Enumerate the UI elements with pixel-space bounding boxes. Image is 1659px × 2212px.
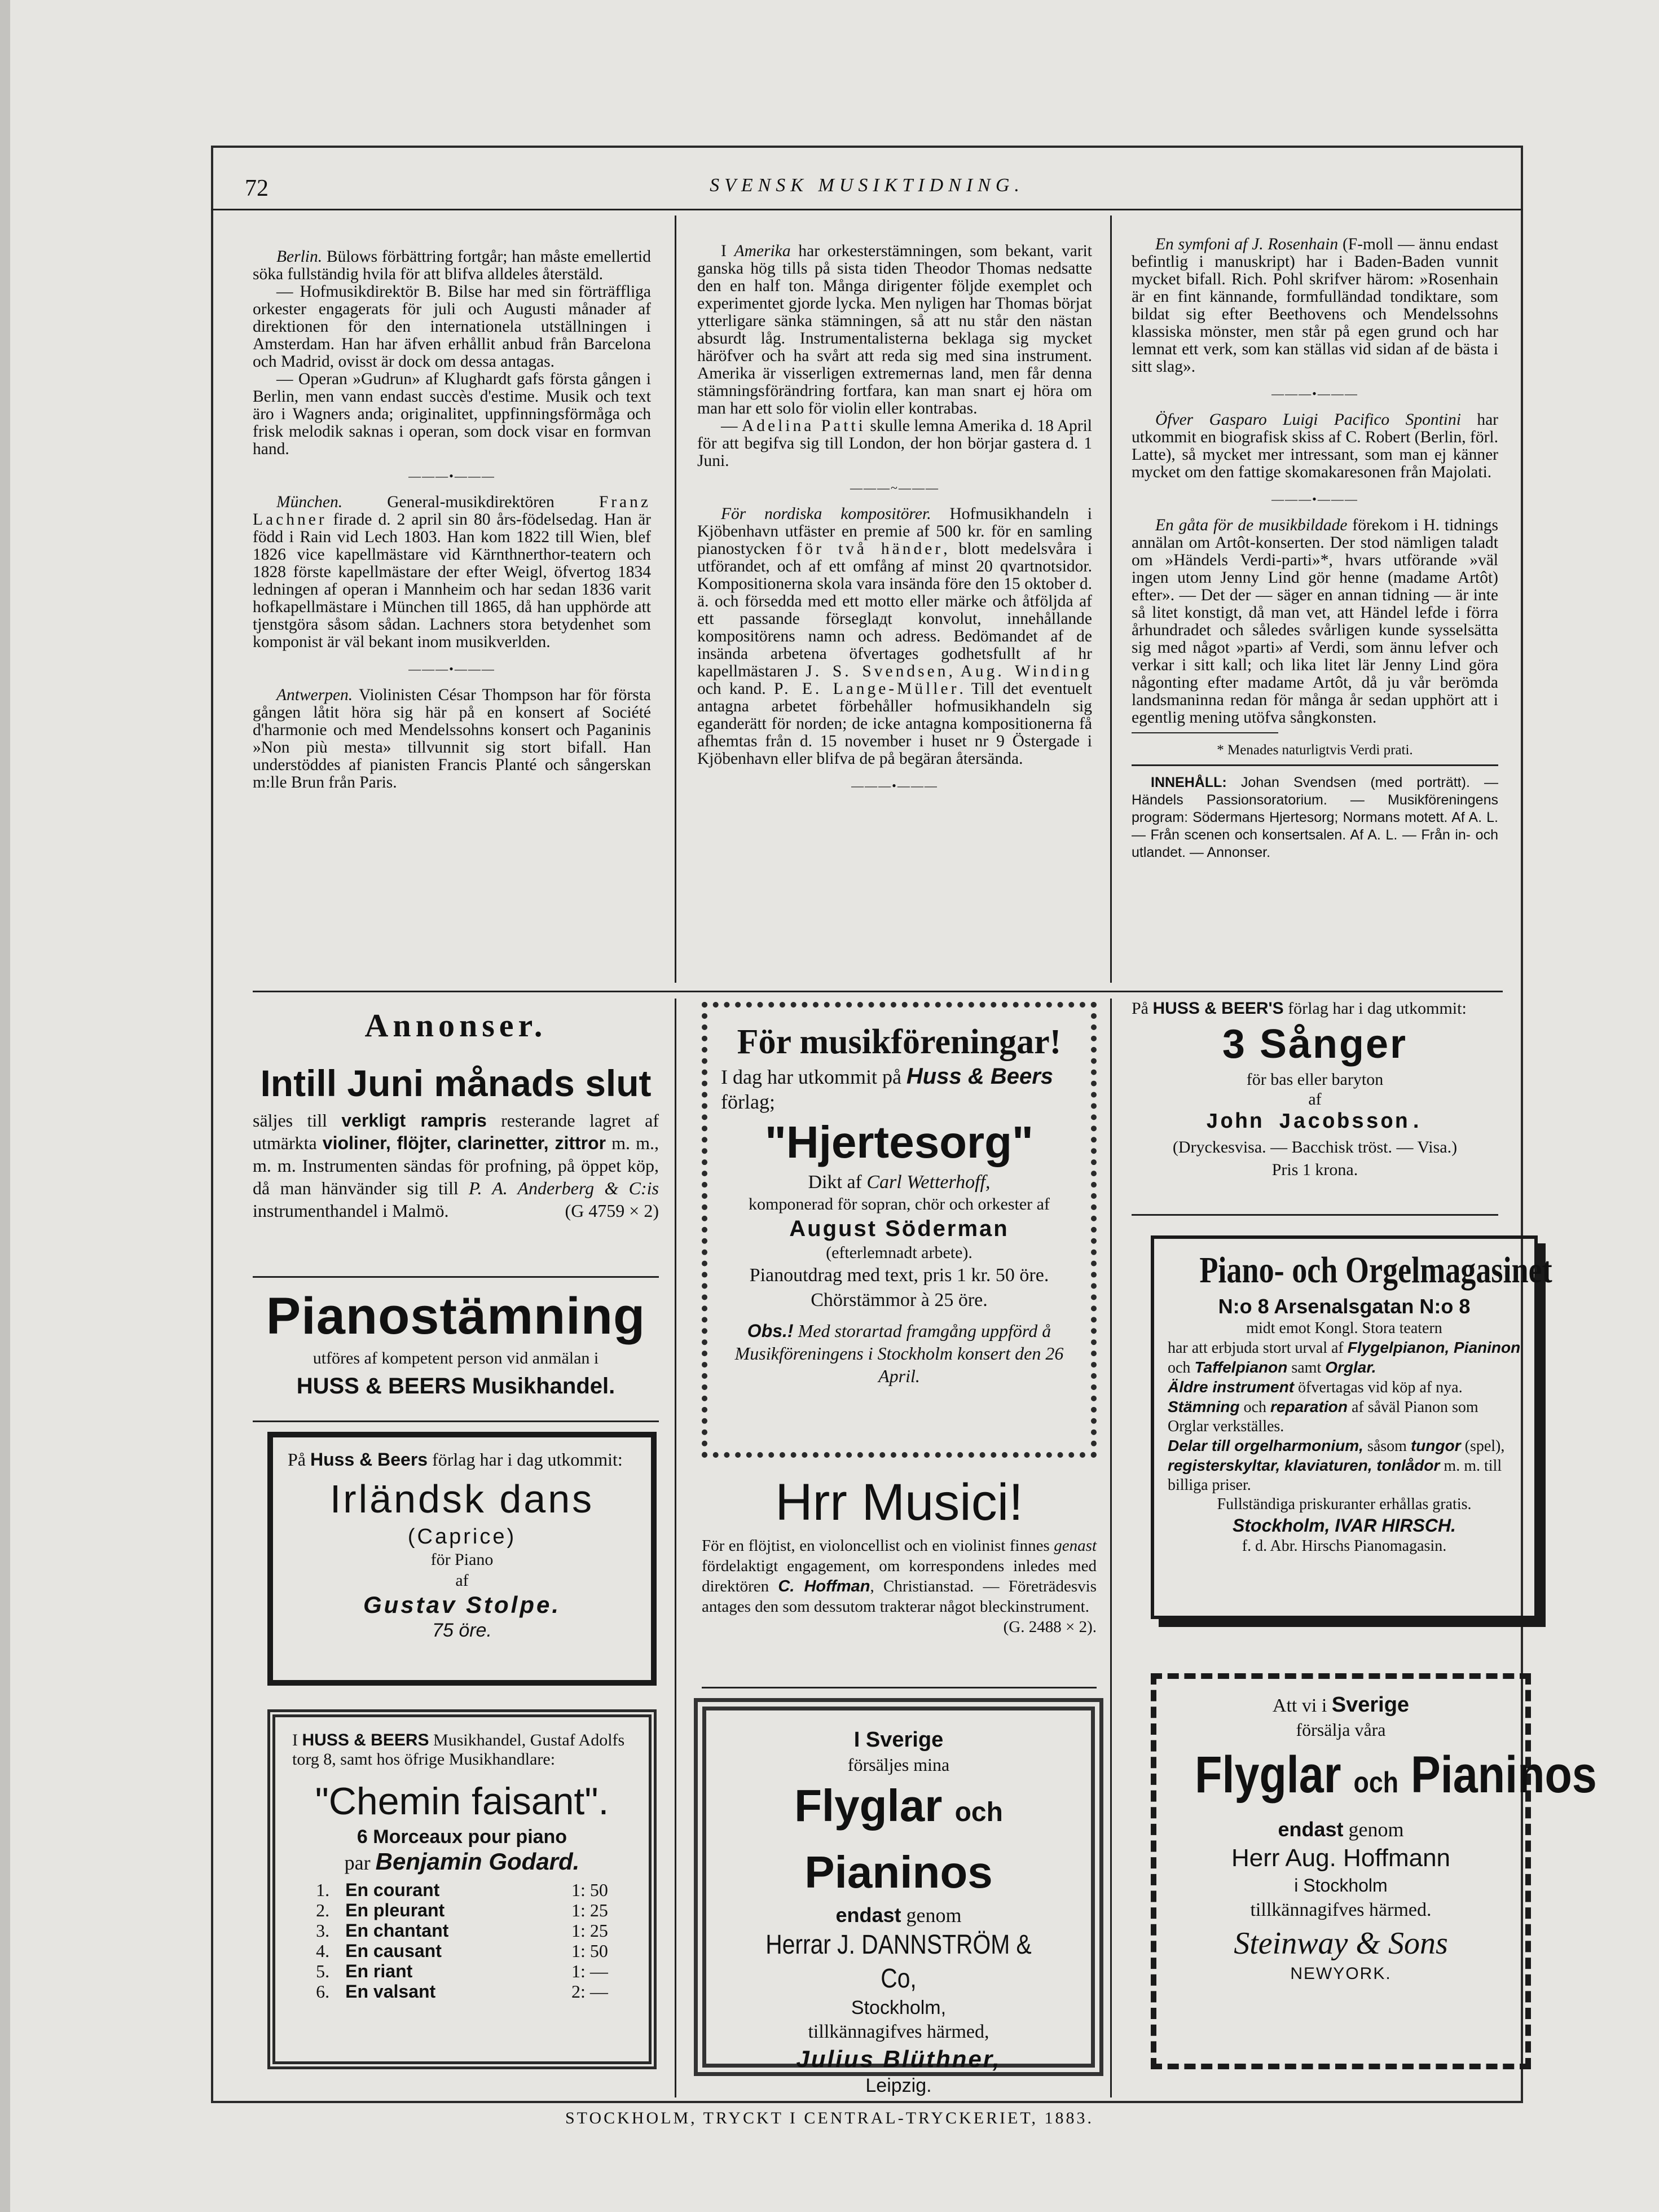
jacobsson-intro: På HUSS & BEER'S förlag har i dag utkommit: — [1132, 999, 1467, 1018]
piece-price: 1: 25 — [571, 1900, 608, 1920]
hoffmann-endast: endast genom — [1278, 1818, 1404, 1841]
chemin-piece-table — [316, 1880, 608, 2002]
irlandsk-intro: På Huss & Beers förlag har i dag utkommit: — [288, 1449, 623, 1470]
hjertesorg-composer: August Söderman — [789, 1216, 1009, 1241]
dannstrom-maker: Julius Blüthner, — [796, 2046, 1001, 2072]
ad-tre-sanger — [1132, 999, 1498, 1181]
scan-edge — [0, 0, 10, 2212]
ads-column-rule-2 — [1110, 999, 1112, 2097]
chemin-sub: 6 Morceaux pour piano — [357, 1826, 567, 1848]
page-number: 72 — [245, 175, 269, 201]
annonser-heading: Annonser. — [364, 1007, 547, 1044]
ad-hjertesorg — [702, 1002, 1097, 1458]
article-column-1 — [253, 248, 651, 791]
piece-price: 2: — — [571, 1981, 608, 2002]
piece-title: En causant — [345, 1941, 442, 1961]
hirsch-title: Piano- och Orgelmagasinet — [1199, 1250, 1552, 1291]
musici-body: För en flöjtist, en violoncellist och en violinist finnes genast fördelaktigt engagement, om korrespondens inledes med direktören C. Hoffman, Christianstad. — Företrädesvis antages den som dessutom trakterar något bleckinstrument. (G. 2488 × 2). — [702, 1537, 1097, 1636]
pianostamning-line: utföres af kompetent person vid anmälan i — [313, 1349, 599, 1367]
piece-number: 1. — [316, 1880, 330, 1900]
gata-paragraph: En gåta för de musikbildade förekom i H. tidnings annälan om Artôt-konserten. Der stod nämligen taladt om »Händels Verdi-parti»*, hvars utförande »väl ingen utom Jenny Lind gör henne (madame Artôt) efter». — Det der — säger en annan tidning — är inte så litet konstigt, då man vet, att Händel lefde i förra århundradet och således svårligen kunde sysselsätta sig med något »parti» af Verdi, som ännu lefver och verkar i sitt kall; och lika litet lär Jenny Lind göra någonting efter madame Artôt, då ju vår berömda landsmaninna redan för många år sedan upphört att i egentlig mening utöfva sångkonsten. — [1132, 516, 1498, 727]
separator: ———~——— — [850, 481, 939, 495]
ad-hrr-musici — [702, 1472, 1097, 1637]
antwerpen-paragraph: Antwerpen. Violinisten César Thompson har för första gången låtit höra sig här på en konsert af Société d'harmonie och med Mendelssohns konsert och Paganinis »Non più mesta» tillvunnit sig stort bifall. Han understöddes af pianisten Francis Planté och sångerskan m:lle Brun från Paris. — [253, 686, 651, 791]
jacobsson-price: Pris 1 krona. — [1271, 1160, 1358, 1179]
hoffmann-tillk: tillkännagifves härmed. — [1250, 1899, 1432, 1920]
ad-chemin-faisant — [267, 1709, 657, 2069]
berlin-paragraph: Berlin. Bülows förbättring fortgår; han måste emellertid söka fullständig hvila för att blifva alldeles återstäld. — [253, 248, 651, 283]
ad-divider — [253, 1276, 659, 1278]
rosenhain-paragraph: En symfoni af J. Rosenhain (F-moll — ännu endast befintlig i manuskript) har i Baden-Baden vunnit mycket bifall. Rich. Pohl skrifver härom: »Rosenhain är en fint kännande, formfulländad tondiktare, som bildat sig efter Beethovens och Mendelssohns klassiska mönster, men står på egen grund och har lemnat ett verk, som kan ställas vid sidan af de bästa i sitt slag». — [1132, 235, 1498, 376]
hoffmann-firm: Herr Aug. Hoffmann — [1231, 1844, 1451, 1872]
chemin-title: "Chemin faisant". — [315, 1780, 609, 1823]
irlandsk-composer: Gustav Stolpe. — [363, 1591, 561, 1618]
ad-divider — [1132, 1214, 1498, 1216]
piece-title: En riant — [345, 1961, 413, 1981]
nordiska-paragraph: För nordiska kompositörer. Hofmusikhandeln i Kjöbenhavn utfäster en premie af 500 kr. för en samling pianostycken för två händer, blott medelsvåra i utförandet, och af ett omfång af minst 20 qvartnotsidor. Kompositionerna skola vara insända före den 15 oktober d. ä. och försedda med ett motto eller märke och åtföljda af ett passande förseglадt konvolut, innehållande kompositörens namn och adress. Bedömandet af de insända arbetena öfvertages godhetsfullt af hr kapellmästaren J. S. Svendsen, Aug. Winding och kand. P. E. Lange-Müller. Till det eventuelt antagna arbetet förbehåller hofmusikhandeln sig eganderätt för norden; de icke antagna kompositionerna få afhemtas från d. 15 november i huset nr 9 Östergade i Kjöbenhavn eller blifva de på begäran återsända. — [697, 505, 1093, 768]
piece-number: 3. — [316, 1920, 330, 1941]
bilse-paragraph: — Hofmusikdirektör B. Bilse har med sin förträffliga orkester engagerats för juli och Augusti månader af direktionen för den internationela utställningen i Amsterdam. Han har äfven erhållit anbud från Barcelona och Madrid, ovisst är dock om dessa antagas. — [253, 283, 651, 371]
chemin-composer-line: par Benjamin Godard. — [344, 1848, 580, 1875]
piece-title: En valsant — [345, 1981, 436, 2002]
spontini-paragraph: Öfver Gasparo Luigi Pacifico Spontini har utkommit en biografisk skiss af C. Robert (Berlin, förl. Latte), så mycket mer intressant, som man ej känner mycket om den fattige skomakaresonen från Majolati. — [1132, 411, 1498, 481]
anderberg-body: säljes till verkligt rampris resterande lagret af utmärkta violiner, flöjter, clarinetter, zittror m. m., m. m. Instrumenten sändas för profning, på öppet köp, då man hänvänder sig till P. A. Anderberg & C:is instrumenthandel i Malmö. (G 4759 × 2) — [253, 1110, 659, 1221]
chemin-piece-row — [316, 1920, 608, 1941]
hirsch-sign: Stockholm, IVAR HIRSCH. — [1233, 1515, 1456, 1536]
dannstrom-firm: Herrar J. DANNSTRÖM & Co, — [765, 1930, 1032, 1994]
separator: ———•——— — [408, 662, 495, 676]
jacobsson-title: 3 Sånger — [1222, 1022, 1408, 1067]
jacobsson-af: af — [1308, 1090, 1322, 1109]
article-column-2 — [697, 243, 1092, 803]
contents-rule — [1132, 764, 1498, 766]
hjertesorg-title: "Hjertesorg" — [765, 1117, 1033, 1167]
header-rule — [211, 209, 1523, 210]
gudrun-paragraph: — Operan »Gudrun» af Klughardt gafs första gången i Berlin, men vann endast succès d'estime. Musik och text äro i Wagners anda; originalitet, uppfinningsförmåga och frisk melodik saknas i operan, som dock visar en formvan hand. — [253, 370, 651, 458]
piece-price: 1: — — [571, 1961, 608, 1981]
irlandsk-title: Irländsk dans — [329, 1477, 595, 1521]
hoffmann-l1: Att vi i Sverige — [1272, 1693, 1410, 1717]
jacobsson-for: för bas eller baryton — [1246, 1070, 1384, 1089]
separator: ———•——— — [408, 469, 495, 483]
chemin-piece-row — [316, 1981, 608, 2002]
amerika-paragraph: I Amerika har orkesterstämningen, som bekant, varit ganska hög tills på sista tiden Theodor Thomas nedsatte den en half ton. Många dirigenter följde exemplet och experimentet gjorde lycka. Men nyligen har Thomas börjat ytterligare sänka stämningen, så att nu står den nästan absurdt låg. Instrumentalisterna beklaga sig mycket häröfver och ha svårt att reda sig med sina instrument. Amerika är visserligen extremernas land, men får denna stämningsförändring fortfara, kan man snart ej höra om man har ett solo för violin eller kontrabas. — [697, 242, 1092, 417]
chemin-piece-row — [316, 1941, 608, 1961]
hirsch-aldre: Äldre instrument öfvertagas vid köp af nya. — [1168, 1378, 1463, 1396]
separator: ———•——— — [851, 779, 938, 793]
irlandsk-for: för Piano — [430, 1550, 494, 1569]
dannstrom-l2: försäljes mina — [847, 1754, 950, 1775]
dannstrom-tillk: tillkännagifves härmed, — [808, 2021, 989, 2042]
ad-hoffmann — [1151, 1673, 1597, 2069]
pianostamning-firm: HUSS & BEERS Musikhandel. — [296, 1374, 615, 1399]
hirsch-addr: N:o 8 Arsenalsgatan N:o 8 — [1218, 1295, 1471, 1318]
dannstrom-title: Flyglar och Pianinos — [794, 1780, 1003, 1897]
hoffmann-maker: Steinway & Sons — [1234, 1926, 1448, 1961]
piece-price: 1: 25 — [571, 1920, 608, 1941]
ad-hirsch — [1151, 1235, 1552, 1619]
column-rule-1 — [675, 216, 676, 983]
chemin-intro: I HUSS & BEERS Musikhandel, Gustaf Adolfs torg 8, samt hos öfrige Musikhandlare: — [292, 1731, 625, 1769]
piece-number: 6. — [316, 1981, 330, 2002]
ads-column-rule-1 — [675, 999, 676, 2097]
piece-title: En courant — [345, 1880, 440, 1900]
pianostamning-headline: Pianostämning — [266, 1287, 646, 1345]
ad-irlandsk-dans — [267, 1432, 657, 1686]
hjertesorg-price1: Pianoutdrag med text, pris 1 kr. 50 öre. — [749, 1265, 1049, 1286]
hirsch-delar: Delar till orgelharmonium, såsom tungor (spel), registerskyltar, klaviaturen, tonlådor m. m. till billiga priser. — [1168, 1437, 1505, 1494]
contents-list: INNEHÅLL: Johan Svendsen (med porträtt). — Händels Passionsoratorium. — Musikföreningens program: Södermans Hjertesorg; Normans motett. Af A. L. — Från scenen och konsertsalen. Af A. L. — Från in- och utlandet. — Annonser. — [1132, 775, 1498, 860]
chemin-piece-row — [316, 1900, 608, 1920]
hirsch-midt: midt emot Kongl. Stora teatern — [1246, 1320, 1442, 1337]
jacobsson-songs: (Dryckesvisa. — Bacchisk tröst. — Visa.) — [1172, 1138, 1458, 1156]
footnote-rule — [1132, 732, 1278, 733]
irlandsk-af: af — [455, 1571, 469, 1590]
anderberg-headline: Intill Juni månads slut — [260, 1062, 652, 1104]
separator: ———•——— — [1271, 386, 1358, 401]
piece-price: 1: 50 — [571, 1880, 608, 1900]
hjertesorg-headline: För musikföreningar! — [737, 1023, 1062, 1061]
dannstrom-endast: endast genom — [835, 1903, 962, 1927]
dannstrom-l1: I Sverige — [853, 1728, 944, 1752]
ads-rule — [253, 991, 1503, 992]
ad-anderberg — [253, 1061, 659, 1222]
hjertesorg-price2: Chörstämmor à 25 öre. — [811, 1290, 988, 1311]
chemin-piece-row — [316, 1880, 608, 1900]
hirsch-kur: Fullständiga priskuranter erhållas gratis. — [1217, 1496, 1472, 1513]
munchen-paragraph: München. General-musikdirektören Franz Lachner firade d. 2 april sin 80 års-födelsedag. Han är född i Rain vid Lech 1803. Han kom 1822 till Wien, blef 1826 vice kapellmästare vid Kärnthnerthor-teatern och 1828 förste kapellmästare der efter Weigl, öfvertog 1834 ledningen af operan i Mannheim och har sedan 1836 varit hofkapellmästare i München till 1865, då han upphörde att tjenstgöra såsom sådan. Lachners stora betydenhet som komponist är väl bekant inom musikverlden. — [253, 493, 651, 651]
piece-title: En pleurant — [345, 1900, 445, 1920]
hjertesorg-obs: Obs.! Med storartad framgång uppförd å Musikföreningens i Stockholm konsert den 26 April. — [734, 1321, 1064, 1386]
page-header — [211, 169, 1523, 214]
piece-title: En chantant — [345, 1920, 449, 1941]
separator: ———•——— — [1271, 492, 1358, 506]
column-rule-2 — [1110, 216, 1112, 983]
hoffmann-maker-city: NEWYORK. — [1290, 1964, 1392, 1983]
imprint: STOCKHOLM, TRYCKT I CENTRAL-TRYCKERIET, 1883. — [565, 2109, 1094, 2127]
irlandsk-sub: (Caprice) — [407, 1525, 517, 1549]
hjertesorg-efter: (efterlemnadt arbete). — [826, 1243, 972, 1262]
hoffmann-l2: försälja våra — [1296, 1720, 1386, 1740]
musici-headline: Hrr Musici! — [775, 1474, 1023, 1531]
hoffmann-city: i Stockholm — [1294, 1875, 1388, 1896]
hjertesorg-intro: I dag har utkommit på Huss & Beers förlag; — [721, 1064, 1054, 1113]
hirsch-fd: f. d. Abr. Hirschs Pianomagasin. — [1242, 1537, 1447, 1555]
irlandsk-price: 75 öre. — [432, 1620, 492, 1641]
article-column-3 — [1132, 236, 1498, 861]
hjertesorg-dikt: Dikt af Carl Wetterhoff, — [808, 1172, 991, 1193]
jacobsson-composer: John Jacobsson. — [1205, 1110, 1424, 1134]
ad-divider — [702, 1687, 1097, 1688]
ad-pianostamning — [253, 1285, 659, 1402]
hirsch-body: har att erbjuda stort urval af Flygelpianon, Pianinon och Taffelpianon samt Orglar. — [1168, 1339, 1521, 1377]
piece-number: 4. — [316, 1941, 330, 1961]
dannstrom-city: Stockholm, — [851, 1997, 947, 2018]
chemin-piece-row — [316, 1961, 608, 1981]
piece-number: 2. — [316, 1900, 330, 1920]
running-title: SVENSK MUSIKTIDNING. — [710, 175, 1024, 196]
dannstrom-maker-city: Leipzig. — [865, 2075, 932, 2096]
annonser-heading-block — [253, 1006, 659, 1044]
ad-divider — [253, 1421, 659, 1422]
hoffmann-title: Flyglar och Pianinos — [1195, 1746, 1597, 1804]
hirsch-stamning: Stämning och reparation af såväl Pianon som Orglar verkställes. — [1168, 1398, 1478, 1435]
ad-dannstrom — [694, 1698, 1103, 2096]
hjertesorg-komp: komponerad för sopran, chör och orkester af — [749, 1195, 1050, 1213]
patti-paragraph: — Adelina Patti skulle lemna Amerika d. 18 April för att begifva sig till London, der hon börjar gastera d. 1 Juni. — [697, 417, 1092, 470]
piece-price: 1: 50 — [571, 1941, 608, 1961]
piece-number: 5. — [316, 1961, 330, 1981]
footnote: * Menades naturligtvis Verdi prati. — [1217, 742, 1413, 758]
